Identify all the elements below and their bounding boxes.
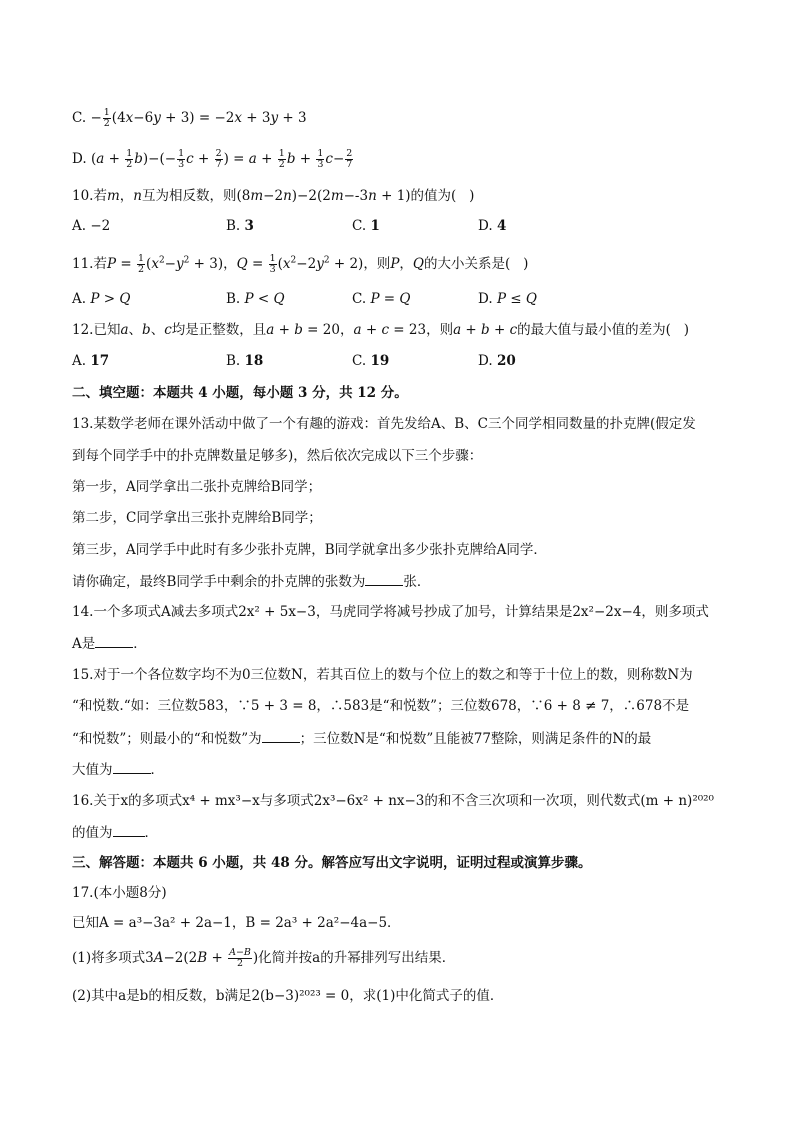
- q15-line-2: “和悦数.“如：三位数583，∵5 + 3 = 8，∴583是“和悦数”；三位数678，∵6 + 8 ≠ 7，∴678不是: [72, 698, 690, 714]
- q11-stem: [72, 254, 734, 275]
- q9-option-c: [72, 108, 734, 129]
- q13-ask-suffix: 张．: [403, 574, 431, 590]
- q15-l3-prefix: “和悦数”；则最小的“和悦数”为: [72, 731, 262, 747]
- option-label: D.: [72, 151, 91, 167]
- q10-text: m，n互为相反数，则(8m−2n)−2(2m−-3n + 1)的值为( ): [106, 188, 475, 204]
- q13-step-3: 第三步，A同学手中此时有多少张扑克牌，B同学就拿出多少张扑克牌给A同学．: [72, 542, 547, 558]
- q15-l4-suffix: ．: [150, 762, 164, 778]
- question-number: 11.: [72, 256, 94, 272]
- q11-option-d[interactable]: D. P ≤ Q: [478, 291, 537, 307]
- section-2-title: 二、填空题：本题共 4 小题，每小题 3 分，共 12 分。: [72, 385, 408, 401]
- q10-option-b[interactable]: B. 3: [226, 218, 254, 234]
- q12-option-c[interactable]: C. 19: [352, 353, 390, 369]
- q14-line-2: [72, 633, 734, 654]
- q15-l3-suffix: ；三位数N是“和悦数”且能被77整除，则满足条件的N的最: [299, 731, 652, 747]
- q16-line-2: [72, 822, 734, 843]
- q17-part-1: [72, 948, 734, 969]
- q11-text: 若P = $\frac{1}{2}$ $(x^2-y^2 + 3)$，Q = $\frac{1}{3}$ $(x^2-2y^2 + 2)$，则P，Q的大小关系是( ): [93, 253, 529, 275]
- q17-part-2: (2)其中a是b的相反数，b满足2(b−3)²⁰²³ = 0，求(1)中化简式子的值．: [72, 988, 504, 1004]
- q11-option-b[interactable]: B. P < Q: [226, 291, 285, 307]
- q17-part1-suffix: 化简并按a的升幂排列写出结果．: [258, 950, 456, 966]
- q9-d-expression: (a + $\frac{1}{2}$ b)−(− $\frac{1}{3}$ c + $\frac{2}{7}$ ) = a + $\frac{1}{2}$ b + $\frac{1}{3}$ c− $\frac{2}{7}$: [90, 148, 353, 170]
- q13-line-2: 到每个同学手中的扑克牌数量足够多)，然后依次完成以下三个步骤：: [72, 448, 483, 464]
- q12-option-d[interactable]: D. 20: [478, 353, 516, 369]
- q12-stem: [72, 320, 734, 340]
- q17-given: 已知A = a³−3a² + 2a−1，B = 2a³ + 2a²−4a−5．: [72, 915, 401, 931]
- q15-line-4: [72, 759, 734, 780]
- q13-ask: [72, 571, 734, 592]
- q10-option-d[interactable]: D. 4: [478, 218, 507, 234]
- q12-option-a[interactable]: A. 17: [72, 353, 110, 369]
- answer-blank[interactable]: [113, 759, 151, 774]
- q11-option-c[interactable]: C. P = Q: [352, 291, 411, 307]
- q10-prefix: 若: [93, 188, 107, 204]
- q13-step-1: 第一步，A同学拿出二张扑克牌给B同学；: [72, 479, 322, 495]
- q15-line-3: [72, 728, 734, 749]
- question-number: 10.: [72, 188, 94, 204]
- q9-option-d: [72, 149, 734, 170]
- q10-option-a[interactable]: A. −2: [72, 218, 111, 234]
- q10-stem: [72, 186, 734, 206]
- q13-step-2: 第二步，C同学拿出三张扑克牌给B同学；: [72, 510, 322, 526]
- q15-line-1: 15.对于一个各位数字均不为0三位数N，若其百位上的数与个位上的数之和等于十位上的数，则称数N为: [72, 667, 693, 683]
- q14-suffix: ．: [133, 636, 147, 652]
- question-number: 12.: [72, 322, 94, 338]
- q9-c-expression: − $\frac{1}{2}$ (4x−6y + 3) = −2x + 3y + 3: [90, 107, 307, 129]
- option-label: C.: [72, 110, 91, 126]
- q16-suffix: ．: [144, 825, 158, 841]
- section-3-title: 三、解答题：本题共 6 小题，共 48 分。解答应写出文字说明，证明过程或演算步骤。: [72, 855, 592, 871]
- q13-line-1: 13.某数学老师在课外活动中做了一个有趣的游戏：首先发给A、B、C三个同学相同数量的扑克牌(假定发: [72, 416, 696, 432]
- answer-blank[interactable]: [113, 822, 145, 837]
- q17-part1-expression: (1)将多项式3A−2(2B + $\frac{A-B}{2}$ ): [72, 947, 259, 969]
- q13-ask-prefix: 请你确定，最终B同学手中剩余的扑克牌的张数为: [72, 574, 366, 590]
- q14-prefix: A是: [72, 636, 96, 652]
- q12-option-b[interactable]: B. 18: [226, 353, 264, 369]
- q17-header: 17.(本小题8分): [72, 885, 167, 901]
- q14-line-1: 14.一个多项式A减去多项式2x² + 5x−3，马虎同学将减号抄成了加号，计算结果是2x²−2x−4，则多项式: [72, 604, 709, 620]
- answer-blank[interactable]: [262, 728, 300, 743]
- q16-prefix: 的值为: [72, 825, 113, 841]
- q10-option-c[interactable]: C. 1: [352, 218, 380, 234]
- answer-blank[interactable]: [365, 571, 403, 586]
- q12-text: 已知a、b、c均是正整数，且a + b = 20，a + c = 23，则a + b + c的最大值与最小值的差为( ): [93, 322, 690, 338]
- q11-option-a[interactable]: A. P > Q: [72, 291, 131, 307]
- q15-l4-prefix: 大值为: [72, 762, 113, 778]
- answer-blank[interactable]: [95, 633, 133, 648]
- q16-line-1: 16.关于x的多项式x⁴ + mx³−x与多项式2x³−6x² + nx−3的和不含三次项和一次项，则代数式(m + n)²⁰²⁰: [72, 793, 714, 809]
